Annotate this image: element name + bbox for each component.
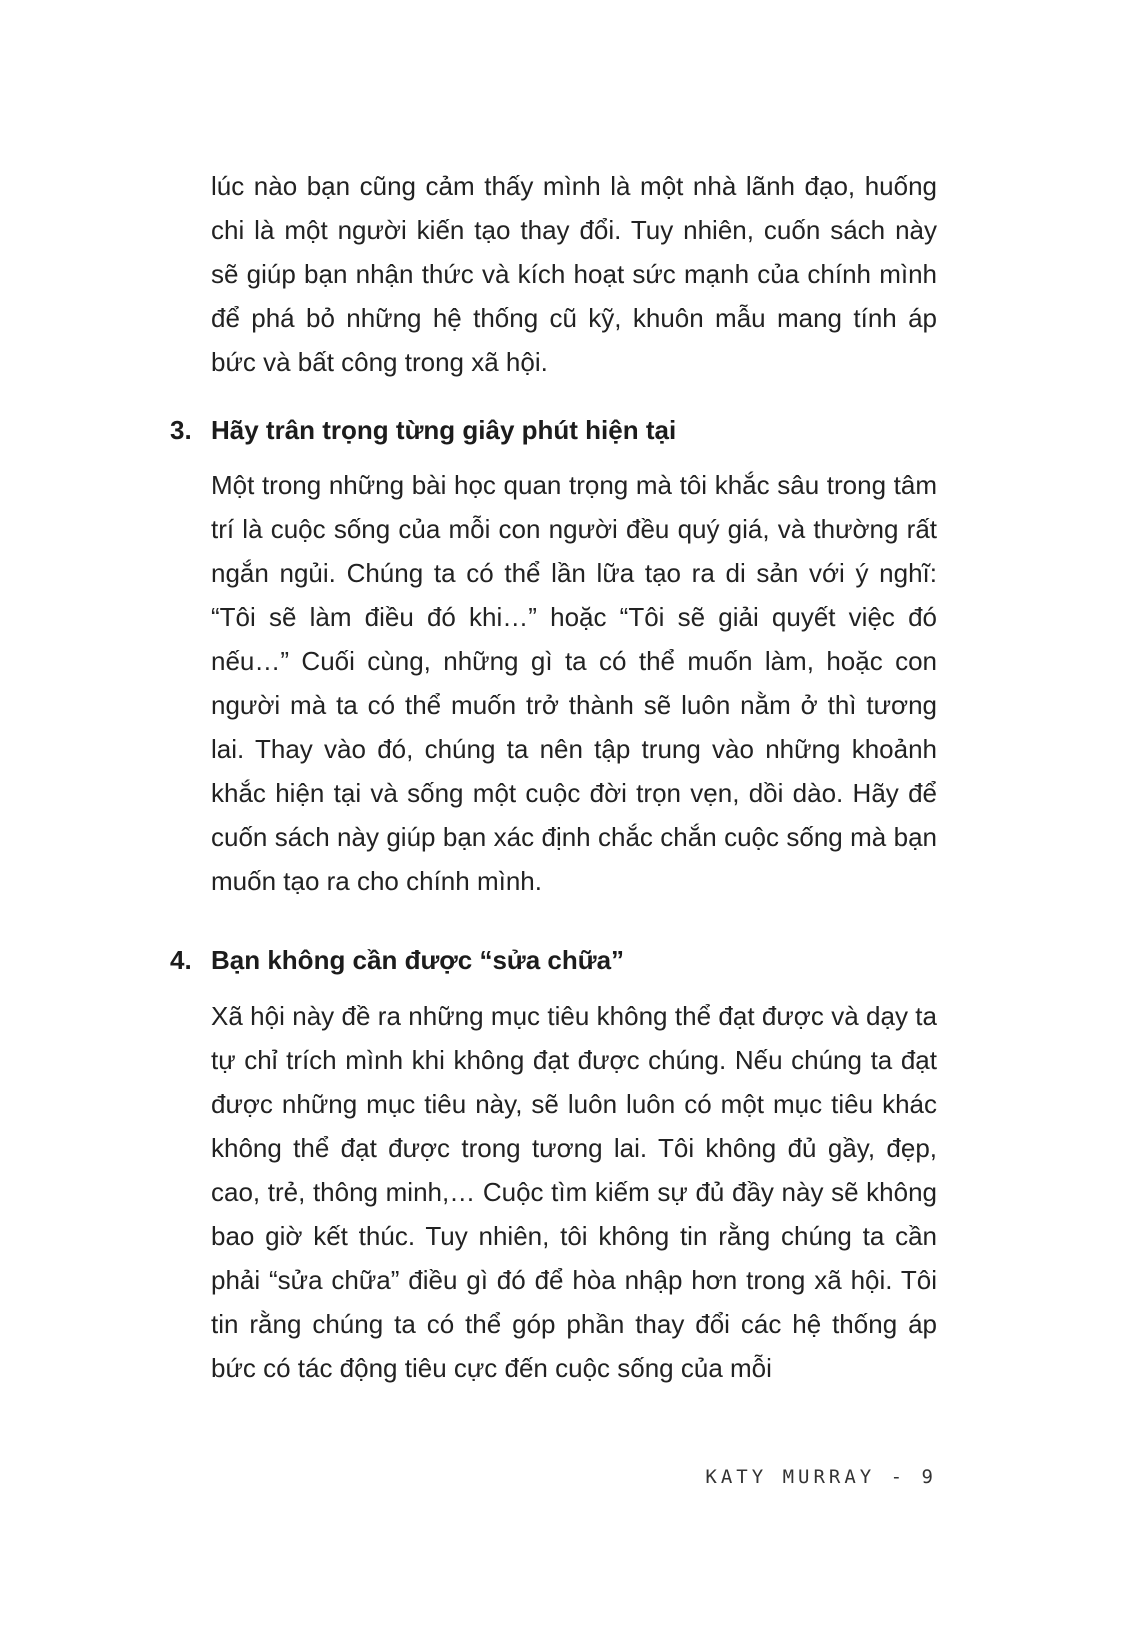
section-4-paragraph: Xã hội này đề ra những mục tiêu không thể đạt được và dạy ta tự chỉ trích mình khi không đạt được chúng. Nếu chúng ta đạt được những mục tiêu này, sẽ luôn luôn có một mục tiêu khác không thể đạt được trong tương lai. Tôi không đủ gầy, đẹp, cao, trẻ, thông minh,… Cuộc tìm kiếm sự đủ đầy này sẽ không bao giờ kết thúc. Tuy nhiên, tôi không tin rằng chúng ta cần phải “sửa chữa” điều gì đó để hòa nhập hơn trong xã hội. Tôi tin rằng chúng ta có thể góp phần thay đổi các hệ thống áp bức có tác động tiêu cực đến cuộc sống của mỗi	[211, 1001, 937, 1383]
section-title: Bạn không cần được “sửa chữa”	[211, 945, 625, 975]
section-number: 4.	[170, 945, 192, 975]
running-footer: KATY MURRAY - 9	[705, 1466, 937, 1488]
section-number: 3.	[170, 415, 192, 445]
section-heading-4	[170, 940, 940, 980]
section-heading-3	[170, 410, 940, 450]
section-title: Hãy trân trọng từng giây phút hiện tại	[211, 415, 677, 445]
intro-paragraph: lúc nào bạn cũng cảm thấy mình là một nhà lãnh đạo, huống chi là một người kiến tạo thay đổi. Tuy nhiên, cuốn sách này sẽ giúp bạn nhận thức và kích hoạt sức mạnh của chính mình để phá bỏ những hệ thống cũ kỹ, khuôn mẫu mang tính áp bức và bất công trong xã hội.	[211, 171, 937, 377]
section-3-paragraph: Một trong những bài học quan trọng mà tôi khắc sâu trong tâm trí là cuộc sống của mỗi con người đều quý giá, và thường rất ngắn ngủi. Chúng ta có thể lần lữa tạo ra di sản với ý nghĩ: “Tôi sẽ làm điều đó khi…” hoặc “Tôi sẽ giải quyết việc đó nếu…” Cuối cùng, những gì ta có thể muốn làm, hoặc con người mà ta có thể muốn trở thành sẽ luôn nằm ở thì tương lai. Thay vào đó, chúng ta nên tập trung vào những khoảnh khắc hiện tại và sống một cuộc đời trọn vẹn, dồi dào. Hãy để cuốn sách này giúp bạn xác định chắc chắn cuộc sống mà bạn muốn tạo ra cho chính mình.	[211, 470, 937, 896]
